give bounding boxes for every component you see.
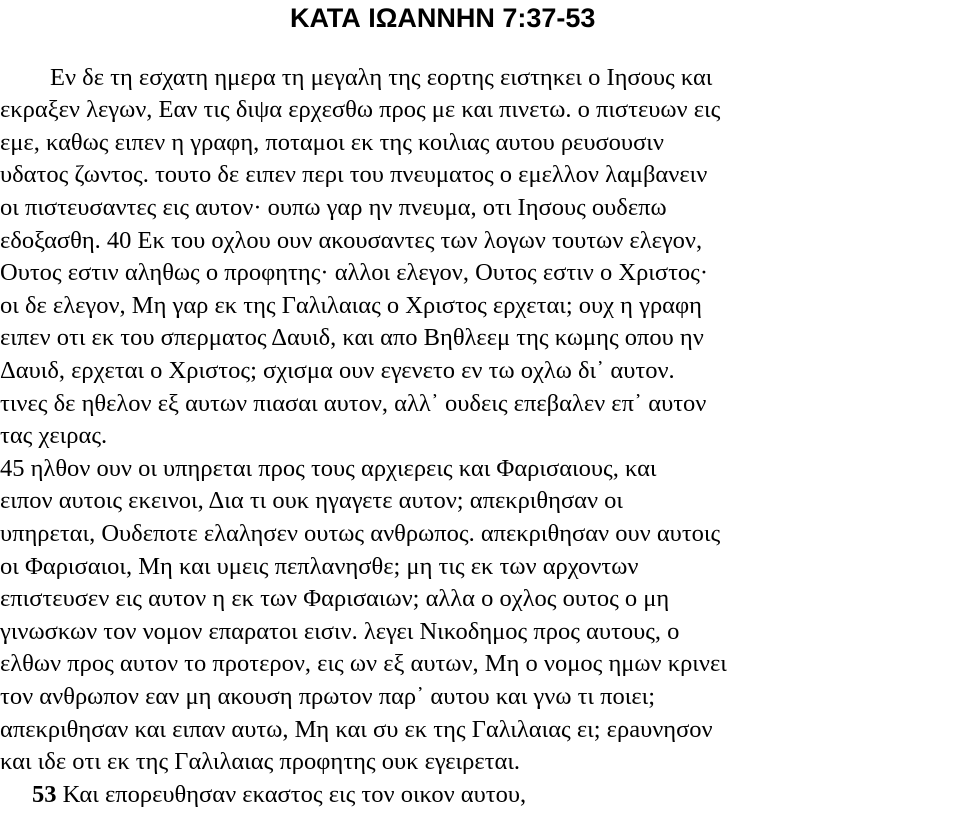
text-line: και ιδε οτι εκ της Γαλιλαιας προφητης ουκ εγειρεται. <box>0 748 521 775</box>
text-line: οι πιστευσαντες εις αυτον· ουπω γαρ ην πνευμα, οτι Ιησους ουδεπω <box>0 194 667 221</box>
verse-text: Και επορευθησαν εκαστος εις τον οικον αυτου, <box>62 781 527 808</box>
text-line: ελθων προς αυτον το προτερον, εις ων εξ αυτων, Μη ο νομος ημων κρινει <box>0 650 727 677</box>
text-line: ειπον αυτοις εκεινοι, Δια τι ουκ ηγαγετε αυτον; απεκριθησαν οι <box>0 487 624 514</box>
text-line: τινες δε ηθελον εξ αυτων πιασαι αυτον, αλλ᾽ ουδεις επεβαλεν επ᾽ αυτον <box>0 390 707 417</box>
text-line: γινωσκων τον νομον επαρατοι εισιν. λεγει Νικοδημος προς αυτους, ο <box>0 618 680 645</box>
verse-number: 53 <box>32 781 57 808</box>
text-line: εμε, καθως ειπεν η γραφη, ποταμοι εκ της κοιλιας αυτου ρευσουσιν <box>0 129 664 156</box>
text-line: υδατος ζωντος. τουτο δε ειπεν περι του πνευματος ο εμελλον λαμβανειν <box>0 161 708 188</box>
text-line: ειπεν οτι εκ του σπερματος Δαυιδ, και απο Βηθλεεμ της κωμης οπου ην <box>0 324 704 351</box>
text-line: τας χειρας. <box>0 422 108 449</box>
text-line-last <box>32 780 526 810</box>
text-line: εδοξασθη. 40 Εκ του οχλου ουν ακουσαντες των λογων τουτων ελεγον, <box>0 227 703 254</box>
text-line: τον ανθρωπον εαν μη ακουση πρωτον παρ᾽ αυτου και γνω τι ποιει; <box>0 683 656 710</box>
page-title: ΚΑΤΑ ΙΩΑΝΝΗΝ 7:37-53 <box>290 3 596 33</box>
text-line: οι Φαρισαιοι, Μη και υμεις πεπλανησθε; μη τις εκ των αρχοντων <box>0 553 639 580</box>
text-line: οι δε ελεγον, Μη γαρ εκ της Γαλιλαιας ο Χριστος ερχεται; ουχ η γραφη <box>0 292 702 319</box>
text-line: απεκριθησαν και ειπαν αυτω, Μη και συ εκ της Γαλιλαιας ει; ερaυνησον <box>0 716 713 743</box>
text-line: Δαυιδ, ερχεται ο Χριστος; σχισμα ουν εγενετο εν τω οχλω δι᾽ αυτον. <box>0 357 675 384</box>
text-line: Ουτος εστιν αληθως ο προφητης· αλλοι ελεγον, Ουτος εστιν ο Χριστος· <box>0 259 709 286</box>
text-line: εκραξεν λεγων, Εαν τις διψα ερχεσθω προς με και πινετω. ο πιστευων εις <box>0 96 721 123</box>
text-line: 45 ηλθον ουν οι υπηρεται προς τους αρχιερεις και Φαρισαιους, και <box>0 455 657 482</box>
text-line: Εν δε τη εσχατη ημερα τη μεγαλη της εορτης ειστηκει ο Ιησους και <box>50 64 713 91</box>
text-line: επιστευσεν εις αυτον η εκ των Φαρισαιων; αλλα ο οχλος ουτος ο μη <box>0 585 670 612</box>
text-line: υπηρεται, Ουδεποτε ελαλησεν ουτως ανθρωπος. απεκριθησαν ουν αυτοις <box>0 520 721 547</box>
